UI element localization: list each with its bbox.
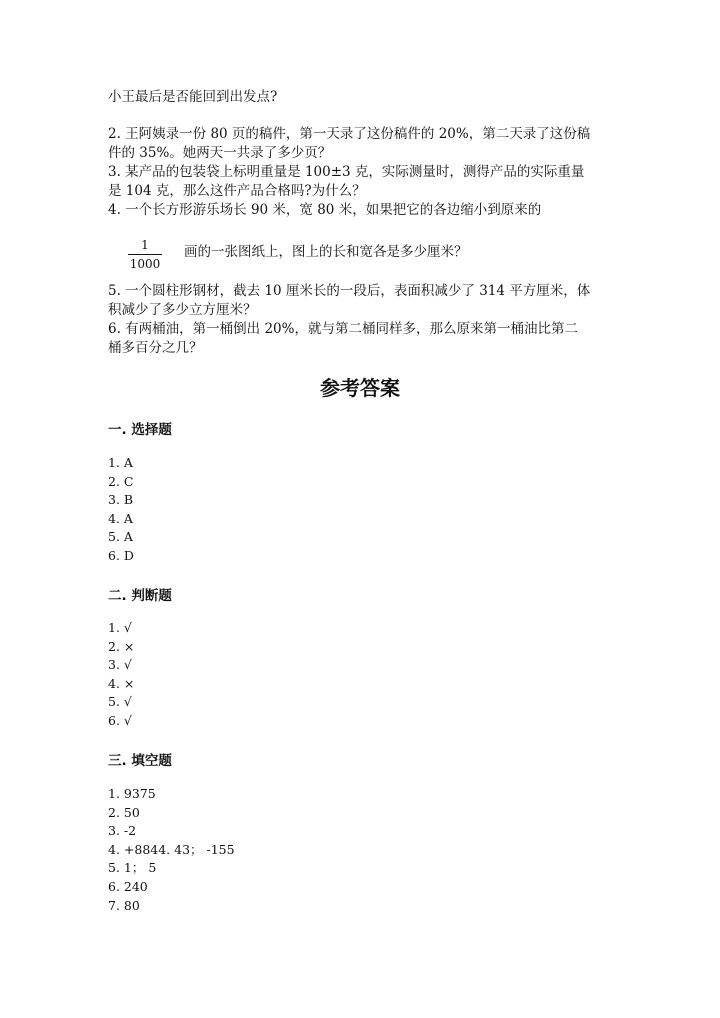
fraction: [128, 238, 162, 271]
question-line: 3. 某产品的包装袋上标明重量是 100±3 克，实际测量时，测得产品的实际重量: [108, 164, 585, 180]
question-line: 6. 有两桶油，第一桶倒出 20%，就与第二桶同样多，那么原来第一桶油比第二: [108, 321, 578, 337]
fraction-numerator: 1: [141, 238, 149, 252]
answer-item: 3. √: [108, 657, 132, 673]
section-heading: 三. 填空题: [108, 753, 172, 769]
question-line: 件的 35%。她两天一共录了多少页？: [108, 145, 332, 161]
answer-item: 6. D: [108, 547, 134, 563]
answer-item: 5. A: [108, 529, 133, 545]
answer-item: 2. 50: [108, 804, 140, 820]
answer-item: 7. 80: [108, 897, 140, 913]
fraction-denominator: 1000: [129, 257, 161, 271]
answer-item: 4. +8844. 43； -155: [108, 841, 235, 857]
question-line: 积减少了多少立方厘米？: [108, 302, 257, 318]
question-line: 4. 一个长方形游乐场长 90 米，宽 80 米，如果把它的各边缩小到原来的: [108, 202, 542, 218]
question-line: 桶多百分之几？: [108, 340, 203, 356]
answer-item: 4. A: [108, 510, 133, 526]
answer-item: 6. √: [108, 712, 132, 728]
answer-list: [108, 454, 134, 566]
question-line: 5. 一个圆柱形钢材，截去 10 厘米长的一段后，表面积减少了 314 平方厘米，体: [108, 283, 591, 299]
answer-item: 1. A: [108, 455, 133, 470]
question-line: 2. 王阿姨录一份 80 页的稿件，第一天录了这份稿件的 20%，第二天录了这份稿: [108, 126, 591, 142]
section-heading: 二. 判断题: [108, 588, 172, 604]
answer-item: 1. √: [108, 620, 132, 635]
answer-item: 3. B: [108, 492, 134, 508]
fraction-bar: [128, 254, 162, 255]
question-line: 小王最后是否能回到出发点?: [108, 89, 278, 105]
answer-item: 2. C: [108, 473, 134, 489]
answer-item: 2. ×: [108, 638, 135, 654]
answer-item: 6. 240: [108, 878, 148, 894]
question-line: 画的一张图纸上，图上的长和宽各是多少厘米？: [184, 244, 468, 260]
answer-item: 5. √: [108, 694, 132, 710]
answer-item: 4. ×: [108, 675, 135, 691]
answer-item: 5. 1； 5: [108, 860, 157, 876]
answer-item: 3. -2: [108, 823, 137, 839]
answer-item: 1. 9375: [108, 786, 156, 801]
section-heading: 一. 选择题: [108, 422, 172, 438]
answer-list: [108, 619, 134, 731]
answer-list: [108, 785, 235, 915]
answer-title: 参考答案: [320, 376, 400, 400]
question-line: 是 104 克，那么这件产品合格吗?为什么？: [108, 183, 366, 199]
